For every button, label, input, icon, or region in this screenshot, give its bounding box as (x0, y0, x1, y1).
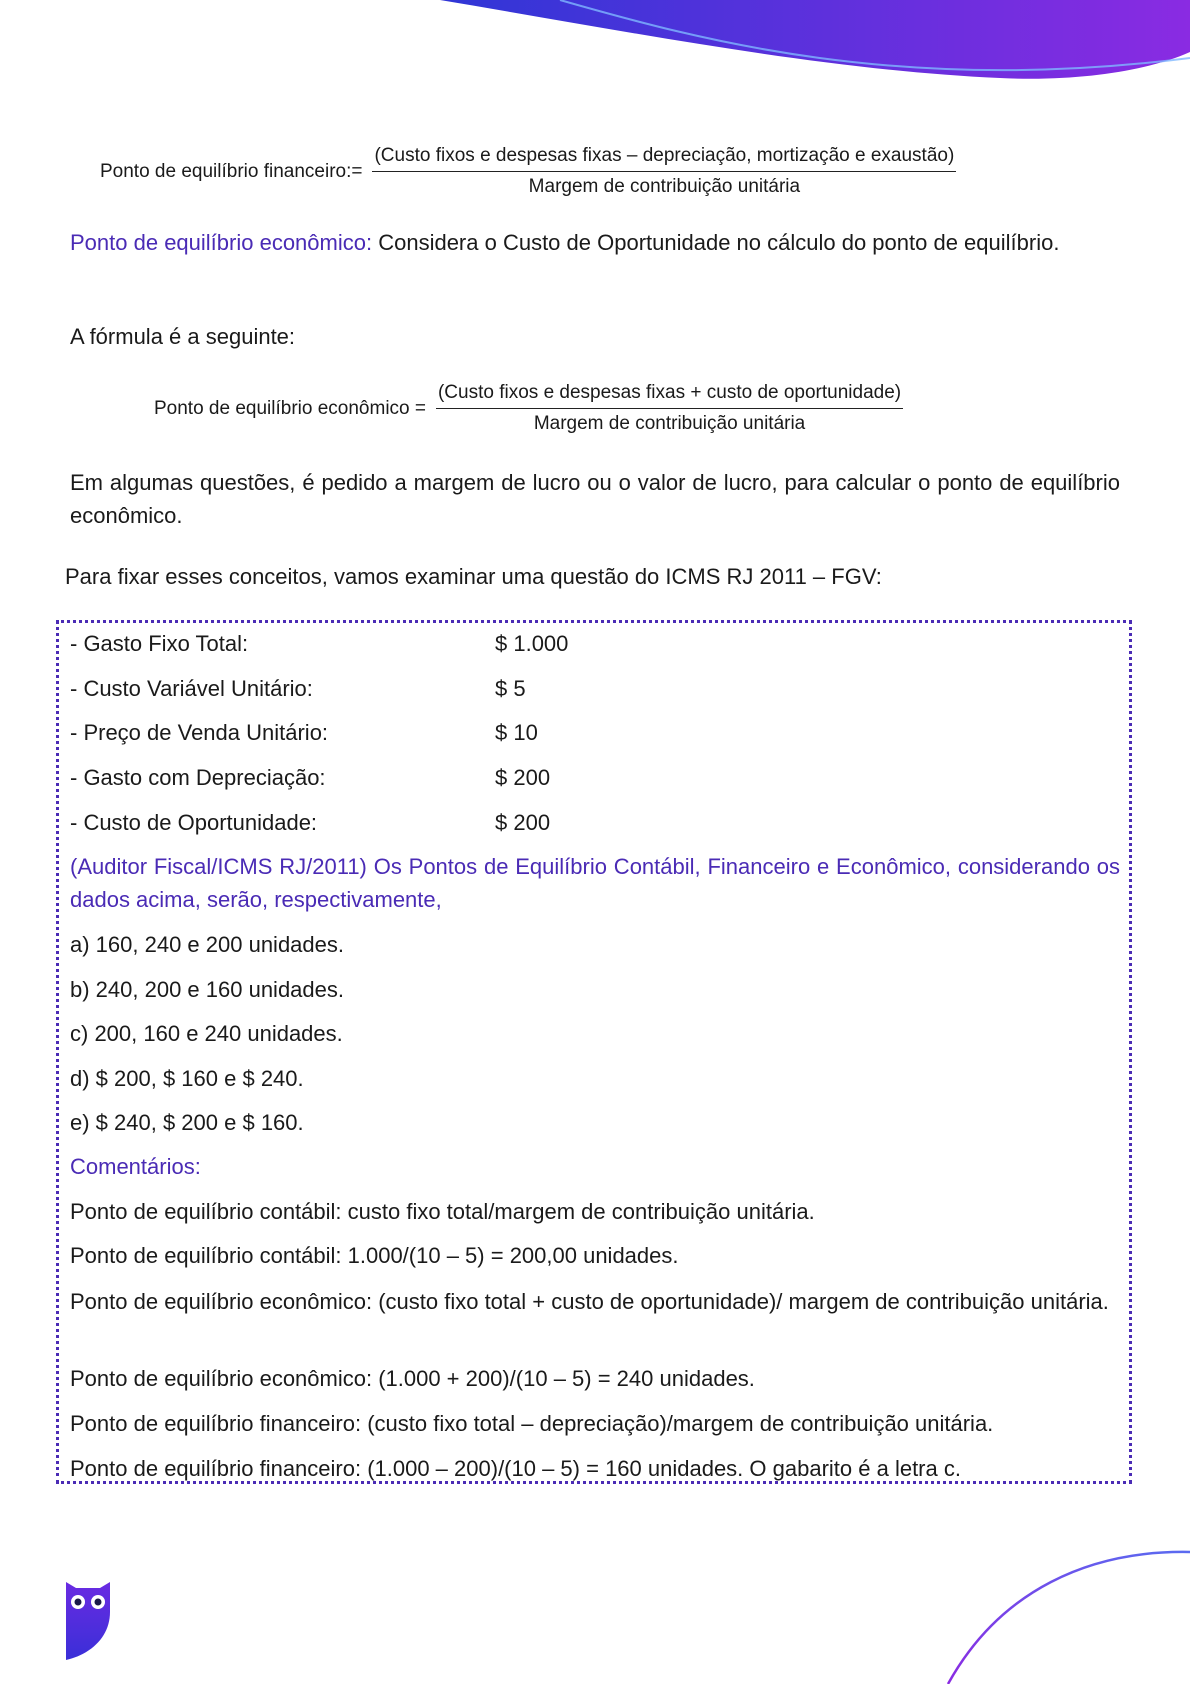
header-decoration (0, 0, 1190, 100)
answer-option-c: c) 200, 160 e 240 unidades. (70, 1021, 343, 1046)
question-text: (Auditor Fiscal/ICMS RJ/2011) Os Pontos de Equilíbrio Contábil, Financeiro e Econômico, considerando os dados acima, serão, respectivamente, (70, 854, 1120, 912)
formula-financeiro-denominator: Margem de contribuição unitária (528, 176, 801, 197)
comment-line: Ponto de equilíbrio financeiro: (1.000 – 200)/(10 – 5) = 160 unidades. O gabarito é a letra c. (70, 1456, 961, 1481)
data-row-value: $ 200 (495, 810, 551, 835)
comment-line: Ponto de equilíbrio financeiro: (custo fixo total – depreciação)/margem de contribuição unitária. (70, 1411, 994, 1436)
data-row-label: - Gasto com Depreciação: (70, 765, 326, 790)
comments-title: Comentários: (70, 1154, 201, 1179)
answer-option-a: a) 160, 240 e 200 unidades. (70, 932, 345, 957)
comment-line: Ponto de equilíbrio econômico: (1.000 + 200)/(10 – 5) = 240 unidades. (70, 1366, 755, 1391)
formula-economico-fraction (436, 382, 903, 435)
econ-term: Ponto de equilíbrio econômico: (70, 230, 373, 255)
econ-description: Considera o Custo de Oportunidade no cálculo do ponto de equilíbrio. (372, 230, 1060, 255)
data-row-value: $ 1.000 (495, 631, 569, 656)
data-row-value: $ 10 (495, 720, 538, 745)
comment-line: Ponto de equilíbrio contábil: 1.000/(10 – 5) = 200,00 unidades. (70, 1243, 679, 1268)
data-row-value: $ 200 (495, 765, 551, 790)
formula-economico-denominator: Margem de contribuição unitária (533, 413, 806, 434)
comment-line: Ponto de equilíbrio contábil: custo fixo total/margem de contribuição unitária. (70, 1199, 815, 1224)
formula-economico-numerator: (Custo fixos e despesas fixas + custo de oportunidade) (436, 382, 903, 409)
questoes-paragraph: Em algumas questões, é pedido a margem de lucro ou o valor de lucro, para calcular o ponto de equilíbrio econômico. (70, 470, 1120, 528)
data-row-label: - Preço de Venda Unitário: (70, 720, 329, 745)
econ-intro-paragraph (70, 226, 1120, 259)
formula-financeiro-label: Ponto de equilíbrio financeiro:= (100, 160, 363, 182)
question-box (56, 620, 1132, 1484)
comment-line: Ponto de equilíbrio econômico: (custo fixo total + custo de oportunidade)/ margem de contribuição unitária. (70, 1289, 1109, 1314)
formula-financeiro-numerator: (Custo fixos e despesas fixas – depreciação, mortização e exaustão) (372, 145, 956, 172)
answer-option-d: d) $ 200, $ 160 e $ 240. (70, 1066, 304, 1091)
formula-intro: A fórmula é a seguinte: (70, 324, 296, 349)
footer-decoration (0, 1530, 1190, 1684)
data-row-value: $ 5 (495, 676, 526, 701)
answer-option-b: b) 240, 200 e 160 unidades. (70, 977, 345, 1002)
formula-financeiro (100, 145, 956, 198)
answer-option-e: e) $ 240, $ 200 e $ 160. (70, 1110, 304, 1135)
formula-financeiro-fraction (372, 145, 956, 198)
owl-logo-icon (62, 1578, 114, 1660)
data-row-label: - Custo de Oportunidade: (70, 810, 318, 835)
formula-economico (154, 382, 903, 435)
formula-economico-label: Ponto de equilíbrio econômico = (154, 397, 426, 419)
data-row-label: - Gasto Fixo Total: (70, 631, 249, 656)
data-row-label: - Custo Variável Unitário: (70, 676, 313, 701)
fixar-paragraph: Para fixar esses conceitos, vamos examinar uma questão do ICMS RJ 2011 – FGV: (65, 564, 882, 589)
